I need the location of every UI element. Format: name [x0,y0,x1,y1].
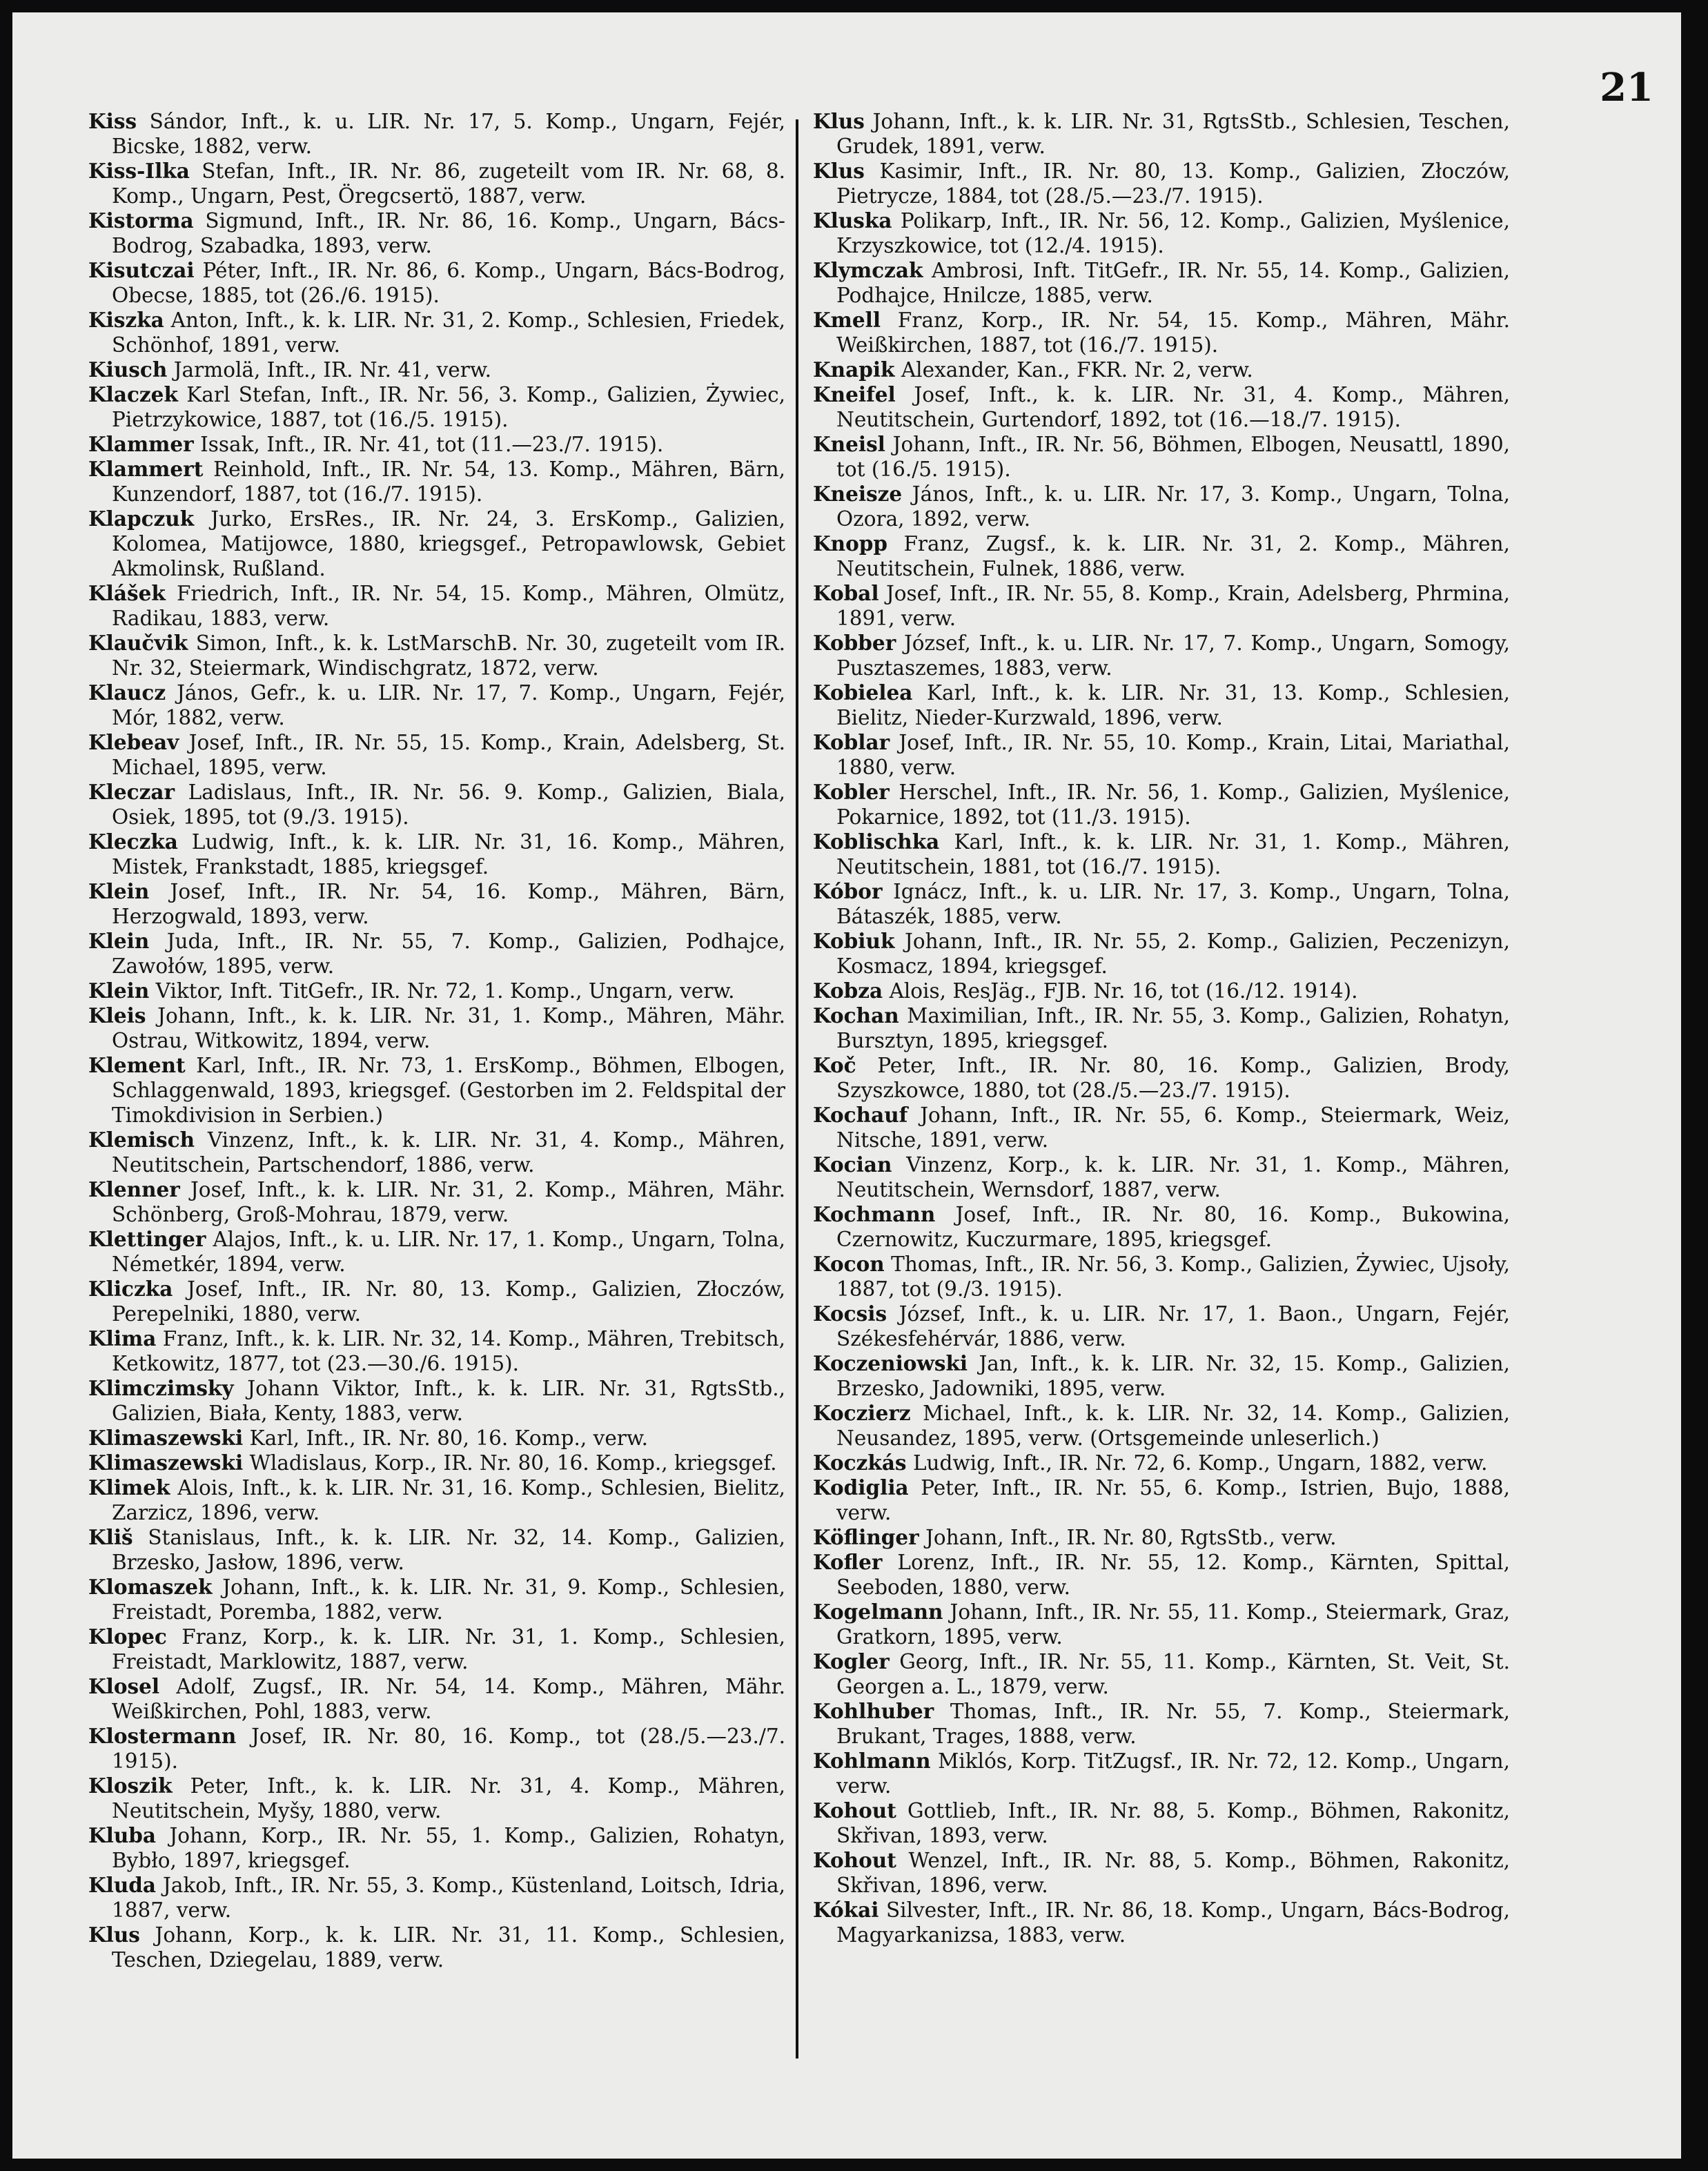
casualty-entry [88,1873,785,1923]
entry-details: Vinzenz, Korp., k. k. LIR. Nr. 31, 1. Komp., Mähren, Neutitschein, Wernsdorf, 1887, verw. [836,1153,1510,1201]
casualty-entry [813,109,1510,159]
casualty-entry [813,581,1510,631]
entry-surname: Koblar [813,730,890,754]
casualty-entry [88,1724,785,1774]
entry-details: Karl, Inft., IR. Nr. 73, 1. ErsKomp., Böhmen, Elbogen, Schlaggenwald, 1893, kriegsgef. (Gestorben im 2. Feldspital der Timokdivision in Serbien.) [112,1054,785,1127]
casualty-entry [813,1749,1510,1798]
entry-details: Josef, Inft., IR. Nr. 80, 13. Komp., Galizien, Złoczów, Perepelniki, 1880, verw. [112,1277,785,1326]
entry-surname: Klapczuk [88,507,195,531]
entry-details: János, Gefr., k. u. LIR. Nr. 17, 7. Komp., Ungarn, Fejér, Mór, 1882, verw. [112,681,785,729]
entry-details: Jurko, ErsRes., IR. Nr. 24, 3. ErsKomp., Galizien, Kolomea, Matijowce, 1880, kriegsgef., Petropawlowsk, Gebiet Akmolinsk, Rußland. [112,507,785,580]
entry-details: József, Inft., k. u. LIR. Nr. 17, 1. Baon., Ungarn, Fejér, Székesfehérvár, 1886, verw. [836,1302,1510,1350]
casualty-entry [88,1326,785,1376]
entry-surname: Kobiuk [813,929,895,953]
entry-details: Josef, Inft., IR. Nr. 55, 8. Komp., Krain, Adelsberg, Phrmina, 1891, verw. [836,582,1510,630]
casualty-entry [88,929,785,979]
entry-details: Peter, Inft., IR. Nr. 55, 6. Komp., Istrien, Bujo, 1888, verw. [836,1476,1510,1524]
entry-details: Ladislaus, Inft., IR. Nr. 56. 9. Komp., Galizien, Biala, Osiek, 1895, tot (9./3. 1915). [112,780,785,829]
entry-details: Georg, Inft., IR. Nr. 55, 11. Komp., Kärnten, St. Veit, St. Georgen a. L., 1879, verw. [836,1650,1510,1698]
entry-surname: Klimek [88,1475,170,1500]
casualty-entry [88,159,785,208]
casualty-entry [813,1848,1510,1898]
entry-surname: Klima [88,1326,157,1350]
entry-details: Anton, Inft., k. k. LIR. Nr. 31, 2. Komp., Schlesien, Friedek, Schönhof, 1891, verw. [112,308,785,357]
entry-details: Issak, Inft., IR. Nr. 41, tot (11.—23./7. 1915). [200,433,664,456]
entry-details: Alexander, Kan., FKR. Nr. 2, verw. [901,358,1253,382]
casualty-entry [88,308,785,357]
entry-details: Johann, Inft., IR. Nr. 56, Böhmen, Elbogen, Neusattl, 1890, tot (16./5. 1915). [836,433,1510,481]
entry-surname: Klus [813,159,865,183]
entry-details: Alois, Inft., k. k. LIR. Nr. 31, 16. Komp., Schlesien, Bielitz, Zarzicz, 1896, verw. [112,1476,785,1524]
entry-surname: Kluda [88,1873,157,1897]
casualty-entry [88,1624,785,1674]
entry-details: Péter, Inft., IR. Nr. 86, 6. Komp., Ungarn, Bács-Bodrog, Obecse, 1885, tot (26./6. 1915). [112,259,785,307]
entry-surname: Kochan [813,1003,899,1028]
entry-details: Josef, Inft., IR. Nr. 55, 15. Komp., Krain, Adelsberg, St. Michael, 1895, verw. [112,731,785,779]
entry-details: Reinhold, Inft., IR. Nr. 54, 13. Komp., Mähren, Bärn, Kunzendorf, 1887, tot (16./7. 1915). [112,458,785,506]
entry-surname: Kleczka [88,829,178,854]
casualty-entry [813,208,1510,258]
entry-details: Sándor, Inft., k. u. LIR. Nr. 17, 5. Komp., Ungarn, Fejér, Bicske, 1882, verw. [112,110,785,158]
entry-surname: Klimaszewski [88,1426,244,1450]
casualty-entry [88,507,785,581]
entry-details: Johann, Inft., IR. Nr. 80, RgtsStb., verw. [925,1526,1337,1549]
casualty-entry [88,208,785,258]
entry-details: Josef, Inft., k. k. LIR. Nr. 31, 4. Komp., Mähren, Neutitschein, Gurtendorf, 1892, tot (16.—18./7. 1915). [836,383,1510,431]
entry-details: Juda, Inft., IR. Nr. 55, 7. Komp., Galizien, Podhajce, Zawołów, 1895, verw. [112,930,785,978]
entry-surname: Klosel [88,1674,160,1698]
entry-details: Franz, Inft., k. k. LIR. Nr. 32, 14. Komp., Mähren, Trebitsch, Ketkowitz, 1877, tot (23.—30./6. 1915). [112,1327,785,1375]
entry-surname: Kobal [813,581,879,605]
entry-details: Johann, Inft., IR. Nr. 55, 6. Komp., Steiermark, Weiz, Nitsche, 1891, verw. [836,1103,1510,1152]
casualty-entry [813,1550,1510,1600]
casualty-entry [813,1401,1510,1451]
entry-surname: Kókai [813,1898,879,1922]
entry-details: Miklós, Korp. TitZugsf., IR. Nr. 72, 12. Komp., Ungarn, verw. [836,1749,1510,1798]
entry-surname: Kohlmann [813,1749,931,1773]
entry-details: Josef, Inft., k. k. LIR. Nr. 31, 2. Komp., Mähren, Mähr. Schönberg, Groß-Mohrau, 1879, verw. [112,1178,785,1226]
casualty-entry [813,531,1510,581]
entry-details: Johann, Inft., IR. Nr. 55, 11. Komp., Steiermark, Graz, Gratkorn, 1895, verw. [836,1600,1510,1649]
entry-surname: Kobber [813,631,896,655]
casualty-entry [813,308,1510,357]
casualty-entry [813,1699,1510,1749]
entry-surname: Klement [88,1053,186,1077]
entry-details: Johann, Inft., k. k. LIR. Nr. 31, RgtsStb., Schlesien, Teschen, Grudek, 1891, verw. [836,110,1510,158]
casualty-entry [88,1227,785,1277]
page-number: 21 [1600,65,1653,110]
casualty-entry [813,1053,1510,1103]
entry-details: Jarmolä, Inft., IR. Nr. 41, verw. [173,358,491,382]
entry-surname: Klostermann [88,1724,237,1748]
entry-details: Johann Viktor, Inft., k. k. LIR. Nr. 31, RgtsStb., Galizien, Biała, Kenty, 1883, verw. [112,1377,785,1425]
entry-details: Stanislaus, Inft., k. k. LIR. Nr. 32, 14. Komp., Galizien, Brzesko, Jasłow, 1896, verw. [112,1526,785,1574]
entry-surname: Koč [813,1053,856,1077]
entry-details: Karl Stefan, Inft., IR. Nr. 56, 3. Komp., Galizien, Żywiec, Pietrzykowice, 1887, tot (16./5. 1915). [112,383,785,431]
casualty-entry [88,357,785,382]
entry-details: Viktor, Inft. TitGefr., IR. Nr. 72, 1. Komp., Ungarn, verw. [155,979,735,1003]
entry-details: Peter, Inft., k. k. LIR. Nr. 31, 4. Komp., Mähren, Neutitschein, Myšy, 1880, verw. [112,1774,785,1823]
entry-surname: Klomaszek [88,1575,213,1599]
entry-details: Simon, Inft., k. k. LstMarschB. Nr. 30, zugeteilt vom IR. Nr. 32, Steiermark, Windischgratz, 1872, verw. [112,631,785,680]
entry-surname: Kobza [813,979,883,1003]
casualty-entry [813,432,1510,482]
casualty-entry [88,1277,785,1326]
casualty-entry [813,1152,1510,1202]
entry-details: Sigmund, Inft., IR. Nr. 86, 16. Komp., Ungarn, Bács-Bodrog, Szabadka, 1893, verw. [112,209,785,257]
casualty-entry [813,631,1510,680]
entry-details: Josef, Inft., IR. Nr. 55, 10. Komp., Krain, Litai, Mariathal, 1880, verw. [836,731,1510,779]
casualty-entry [813,1475,1510,1525]
entry-surname: Kiss-Ilka [88,159,190,183]
casualty-entry [813,829,1510,879]
entry-surname: Klettinger [88,1227,206,1251]
entry-surname: Klus [88,1923,140,1947]
entry-details: Ambrosi, Inft. TitGefr., IR. Nr. 55, 14. Komp., Galizien, Podhajce, Hnilcze, 1885, verw. [836,259,1510,307]
entry-surname: Koczeniowski [813,1351,968,1375]
entry-details: Josef, Inft., IR. Nr. 80, 16. Komp., Bukowina, Czernowitz, Kuczurmare, 1895, kriegsgef. [836,1203,1510,1251]
entry-surname: Kocian [813,1152,892,1177]
casualty-entry [813,357,1510,382]
entry-details: Jakob, Inft., IR. Nr. 55, 3. Komp., Küstenland, Loitsch, Idria, 1887, verw. [112,1874,785,1922]
entry-details: Stefan, Inft., IR. Nr. 86, zugeteilt vom IR. Nr. 68, 8. Komp., Ungarn, Pest, Öregcsertö, 1887, verw. [112,159,785,208]
casualty-entry [88,730,785,780]
entry-surname: Kobler [813,780,890,804]
entry-details: Franz, Korp., k. k. LIR. Nr. 31, 1. Komp., Schlesien, Freistadt, Marklowitz, 1887, verw. [112,1625,785,1673]
casualty-entry [813,1898,1510,1947]
casualty-entry [88,829,785,879]
entry-details: Wladislaus, Korp., IR. Nr. 80, 16. Komp., kriegsgef. [249,1451,777,1475]
entry-details: Thomas, Inft., IR. Nr. 55, 7. Komp., Steiermark, Brukant, Trages, 1888, verw. [836,1700,1510,1748]
casualty-entry [88,581,785,631]
entry-surname: Knapik [813,357,895,382]
column-divider [796,119,798,2059]
entry-surname: Kneisl [813,432,885,456]
entry-details: Alois, ResJäg., FJB. Nr. 16, tot (16./12. 1914). [889,979,1358,1003]
entry-details: Maximilian, Inft., IR. Nr. 55, 3. Komp., Galizien, Rohatyn, Bursztyn, 1895, kriegsgef. [836,1004,1510,1052]
entry-details: Josef, IR. Nr. 80, 16. Komp., tot (28./5.—23./7. 1915). [112,1725,785,1773]
casualty-entry [813,1600,1510,1649]
entry-surname: Köflinger [813,1525,919,1549]
entry-surname: Klimaszewski [88,1451,244,1475]
entry-details: Vinzenz, Inft., k. k. LIR. Nr. 31, 4. Komp., Mähren, Neutitschein, Partschendorf, 1886, verw. [112,1128,785,1177]
casualty-entry [813,258,1510,308]
entry-surname: Kleis [88,1003,146,1028]
entry-surname: Koczierz [813,1401,911,1425]
casualty-entry [813,979,1510,1003]
casualty-entry [88,1575,785,1624]
entry-surname: Kohout [813,1798,896,1823]
entry-surname: Klemisch [88,1128,195,1152]
entry-surname: Klimczimsky [88,1376,234,1400]
entry-details: Alajos, Inft., k. u. LIR. Nr. 17, 1. Komp., Ungarn, Tolna, Németkér, 1894, verw. [112,1228,785,1276]
entry-details: Jan, Inft., k. k. LIR. Nr. 32, 15. Komp., Galizien, Brzesko, Jadowniki, 1895, verw. [836,1352,1510,1400]
entry-details: Adolf, Zugsf., IR. Nr. 54, 14. Komp., Mähren, Mähr. Weißkirchen, Pohl, 1883, verw. [112,1675,785,1723]
entry-surname: Kliš [88,1525,133,1549]
casualty-entry [88,432,785,457]
entry-details: Lorenz, Inft., IR. Nr. 55, 12. Komp., Kärnten, Spittal, Seeboden, 1880, verw. [836,1551,1510,1599]
casualty-entry [88,979,785,1003]
entry-details: Johann, Inft., k. k. LIR. Nr. 31, 9. Komp., Schlesien, Freistadt, Poremba, 1882, verw. [112,1575,785,1624]
entry-surname: Kiusch [88,357,168,382]
entry-surname: Koblischka [813,829,940,854]
entry-surname: Koczkás [813,1451,907,1475]
casualty-entry [88,1525,785,1575]
entry-surname: Kochauf [813,1103,908,1127]
casualty-entry [88,1003,785,1053]
entry-surname: Kobielea [813,680,913,705]
casualty-entry [88,1128,785,1177]
entry-details: János, Inft., k. u. LIR. Nr. 17, 3. Komp., Ungarn, Tolna, Ozora, 1892, verw. [836,482,1510,531]
entry-details: Josef, Inft., IR. Nr. 54, 16. Komp., Mähren, Bärn, Herzogwald, 1893, verw. [112,880,785,928]
casualty-entry [88,631,785,680]
casualty-entry [813,780,1510,829]
entry-details: Wenzel, Inft., IR. Nr. 88, 5. Komp., Böhmen, Rakonitz, Skřivan, 1896, verw. [836,1849,1511,1897]
casualty-entry [813,1301,1510,1351]
casualty-entry [88,1774,785,1823]
casualty-entry [813,1798,1510,1848]
entry-surname: Klein [88,979,150,1003]
entry-surname: Klammer [88,432,194,456]
entry-surname: Klammert [88,457,204,481]
document-page [12,12,1681,2159]
entry-details: Ludwig, Inft., IR. Nr. 72, 6. Komp., Ungarn, 1882, verw. [912,1451,1488,1475]
casualty-entry [813,159,1510,208]
entry-surname: Knopp [813,531,888,556]
entry-surname: Klus [813,109,865,133]
entry-details: Polikarp, Inft., IR. Nr. 56, 12. Komp., Galizien, Myślenice, Krzyszkowice, tot (12./4. 1915). [836,209,1510,257]
entry-surname: Klein [88,879,150,903]
casualty-entry [88,1177,785,1227]
entry-surname: Kofler [813,1550,883,1574]
casualty-entry [88,1451,785,1475]
casualty-entry [88,382,785,432]
casualty-entry [88,1823,785,1873]
entry-details: Johann, Inft., k. k. LIR. Nr. 31, 1. Komp., Mähren, Mähr. Ostrau, Witkowitz, 1894, verw. [112,1004,785,1052]
casualty-entry [88,1376,785,1426]
left-column [88,109,785,1972]
entry-surname: Klášek [88,581,166,605]
entry-surname: Klymczak [813,258,923,282]
casualty-entry [813,1451,1510,1475]
casualty-entry [813,1103,1510,1152]
casualty-entry [813,382,1510,432]
casualty-entry [813,1525,1510,1550]
entry-surname: Kluska [813,208,892,233]
casualty-entry [813,730,1510,780]
entry-details: Herschel, Inft., IR. Nr. 56, 1. Komp., Galizien, Myślenice, Pokarnice, 1892, tot (11./3. 1915). [836,780,1510,829]
entry-surname: Kiszka [88,308,164,332]
casualty-entry [88,1674,785,1724]
entry-details: József, Inft., k. u. LIR. Nr. 17, 7. Komp., Ungarn, Somogy, Pusztaszemes, 1883, verw. [836,631,1510,680]
entry-details: Karl, Inft., k. k. LIR. Nr. 31, 1. Komp., Mähren, Neutitschein, 1881, tot (16./7. 1915). [836,830,1510,878]
entry-details: Karl, Inft., k. k. LIR. Nr. 31, 13. Komp., Schlesien, Bielitz, Nieder-Kurzwald, 1896, verw. [836,681,1510,729]
casualty-entry [88,1475,785,1525]
entry-surname: Kisutczai [88,258,195,282]
entry-surname: Kneisze [813,482,903,506]
entry-surname: Kloszik [88,1774,173,1798]
entry-surname: Kohlhuber [813,1699,934,1723]
entry-surname: Klaczek [88,382,178,406]
entry-details: Ludwig, Inft., k. k. LIR. Nr. 31, 16. Komp., Mähren, Mistek, Frankstadt, 1885, kriegsgef. [112,830,785,878]
entry-surname: Kistorma [88,208,194,233]
entry-surname: Kogelmann [813,1600,943,1624]
entry-surname: Klenner [88,1177,180,1201]
entry-details: Gottlieb, Inft., IR. Nr. 88, 5. Komp., Böhmen, Rakonitz, Skřivan, 1893, verw. [836,1799,1510,1847]
casualty-entry [88,1923,785,1972]
casualty-entry [813,680,1510,730]
entry-surname: Kogler [813,1649,890,1673]
entry-details: Silvester, Inft., IR. Nr. 86, 18. Komp., Ungarn, Bács-Bodrog, Magyarkanizsa, 1883, verw. [836,1898,1510,1947]
casualty-entry [813,1202,1510,1252]
casualty-entry [813,1003,1510,1053]
entry-surname: Kiss [88,109,137,133]
entry-surname: Klopec [88,1624,167,1649]
entry-surname: Kneifel [813,382,896,406]
casualty-entry [813,1351,1510,1401]
entry-surname: Klaučvik [88,631,188,655]
entry-surname: Klaucz [88,680,166,705]
casualty-entry [88,109,785,159]
casualty-entry [88,457,785,507]
casualty-entry [88,879,785,929]
entry-surname: Kochmann [813,1202,936,1226]
entry-details: Michael, Inft., k. k. LIR. Nr. 32, 14. Komp., Galizien, Neusandez, 1895, verw. (Ortsgemeinde unleserlich.) [836,1402,1510,1450]
casualty-entry [88,1053,785,1128]
entry-details: Ignácz, Inft., k. u. LIR. Nr. 17, 3. Komp., Ungarn, Tolna, Bátaszék, 1885, verw. [836,880,1510,928]
entry-details: Johann, Inft., IR. Nr. 55, 2. Komp., Galizien, Peczenizyn, Kosmacz, 1894, kriegsgef. [836,930,1510,978]
casualty-entry [813,1252,1510,1301]
entry-surname: Klebeav [88,730,179,754]
casualty-entry [88,780,785,829]
casualty-entry [88,258,785,308]
casualty-entry [88,1426,785,1451]
entry-surname: Kleczar [88,780,175,804]
entry-details: Johann, Korp., k. k. LIR. Nr. 31, 11. Komp., Schlesien, Teschen, Dziegelau, 1889, verw. [112,1923,785,1972]
entry-surname: Kohout [813,1848,896,1872]
entry-surname: Klein [88,929,150,953]
entry-details: Friedrich, Inft., IR. Nr. 54, 15. Komp., Mähren, Olmütz, Radikau, 1883, verw. [112,582,785,630]
entry-details: Peter, Inft., IR. Nr. 80, 16. Komp., Galizien, Brody, Szyszkowce, 1880, tot (28./5.—23./7. 1915). [836,1054,1510,1102]
entry-details: Thomas, Inft., IR. Nr. 56, 3. Komp., Galizien, Żywiec, Ujsoły, 1887, tot (9./3. 1915). [836,1252,1510,1301]
entry-surname: Kliczka [88,1277,173,1301]
casualty-entry [813,1649,1510,1699]
entry-surname: Kóbor [813,879,883,903]
casualty-entry [813,482,1510,531]
entry-surname: Kluba [88,1823,157,1847]
entry-details: Karl, Inft., IR. Nr. 80, 16. Komp., verw. [249,1426,649,1450]
entry-details: Kasimir, Inft., IR. Nr. 80, 13. Komp., Galizien, Złoczów, Pietrycze, 1884, tot (28./5.—23./7. 1915). [836,159,1510,208]
casualty-entry [813,879,1510,929]
entry-details: Franz, Zugsf., k. k. LIR. Nr. 31, 2. Komp., Mähren, Neutitschein, Fulnek, 1886, verw. [836,532,1510,580]
entry-details: Franz, Korp., IR. Nr. 54, 15. Komp., Mähren, Mähr. Weißkirchen, 1887, tot (16./7. 1915). [836,308,1510,357]
entry-surname: Kocsis [813,1301,887,1326]
entry-details: Johann, Korp., IR. Nr. 55, 1. Komp., Galizien, Rohatyn, Bybło, 1897, kriegsgef. [112,1824,785,1872]
casualty-entry [813,929,1510,979]
right-column [813,109,1510,1947]
casualty-entry [88,680,785,730]
entry-surname: Kmell [813,308,881,332]
entry-surname: Kodiglia [813,1475,909,1500]
entry-surname: Kocon [813,1252,885,1276]
